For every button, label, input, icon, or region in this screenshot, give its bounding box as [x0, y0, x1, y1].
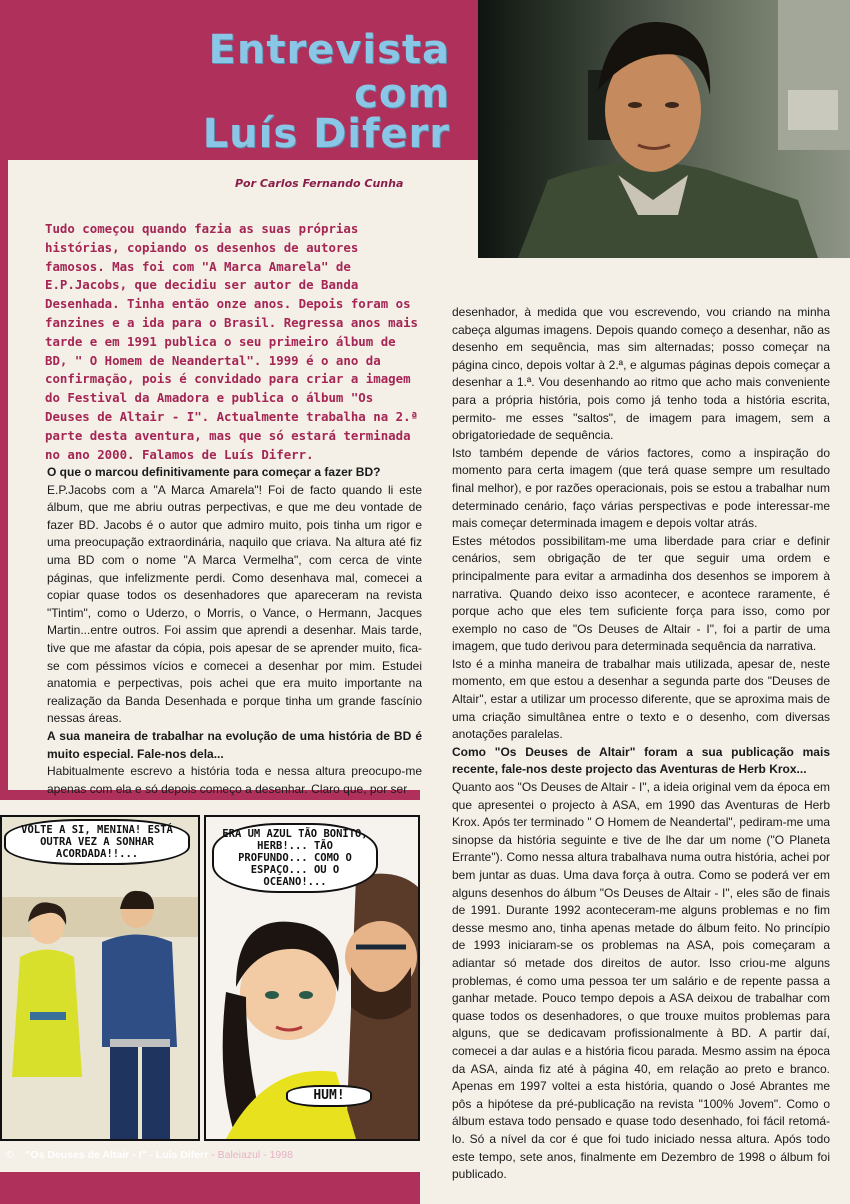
- question-3: Como "Os Deuses de Altair" foram a sua publicação mais recente, fale-nos deste projecto das Aventuras de Herb Krox...: [452, 744, 830, 777]
- question-1: O que o marcou definitivamente para começar a fazer BD?: [47, 465, 381, 479]
- comic-panel-1: [0, 815, 200, 1141]
- comic-caption: [6, 1149, 406, 1161]
- title-line-2: com: [354, 71, 450, 117]
- answer-1: E.P.Jacobs com a "A Marca Amarela"! Foi de facto quando li este álbum, que me abriu outras perpectivas, e que me deu vontade de fazer BD. Jacobs é o autor que admiro muito, pois tinha um rigor e uma preocupação extraordinária, naquilo que criava. Na altura até fiz uma BD com o nome "A Marca Vermelha", com cerca de vinte páginas, que infelizmente perdi. Como desenhava mal, comecei a copiar quase todos os desenhadores que apareceram na revista "Tintim", como o Uderzo, o Morris, o Vance, o Hermann, Jacques Martin...entre outros. Foi assim que aprendi a desenhar. Mais tarde, tive que me afastar da cópia, pois apesar de se aprender muito, fica-se com péssimos vícios e comecei a desenhar por mim. Estudei anatomia e perpectivas, pois achei que era muito importante na realização da Banda Desenhada e porque tinha um grande fascínio nessas áreas.: [47, 482, 422, 726]
- title-line-1: Entrevista: [208, 27, 450, 73]
- answer-2-start: Habitualmente escrevo a história toda e nessa altura preocupo-me apenas com ela e só depois começo a desenhar. Claro que, por ser: [47, 764, 422, 796]
- comic-panel-2: [204, 815, 420, 1141]
- answer-2-continued: desenhador, à medida que vou escrevendo, vou criando na minha cabeça algumas imagens. Depois quando começo a desenhar, não as desenho em sequência, mas sim alternadas; posso começar na página cinco, depois voltar à 2.ª, e algumas páginas depois começar a desenhar a 1.ª. Vou desenhando ao ritmo que acho mais conveniente para a própria história, pois como já tenho toda a história escrita, permito- me esses "saltos", de imagem para imagem, sem a obrigatoriedade de sequência.: [452, 305, 830, 443]
- paragraph-methods: Estes métodos possibilitam-me uma liberdade para criar e definir cenários, sem obrigação de ter que seguir uma ordem e principalmente para evitar a armadinha dos desenhos se imporem à narrativa. Quando deixo isso acontecer, e acontece raramente, é porque acho que eles tem suficiente força para isso, como por exemplo no caso de "Os Deuses de Altair - I", foi a partir de uma imagem, que tudo derivou para determinada sequência da narrativa.: [452, 533, 830, 654]
- magenta-caption-band: [0, 1172, 420, 1204]
- byline: Por Carlos Fernando Cunha: [235, 177, 404, 190]
- right-text-column: [452, 304, 830, 1184]
- title-line-3: Luís Diferr: [202, 111, 450, 157]
- speech-bubble-2: ERA UM AZUL TÃO BONITO, HERB!... TÃO PROFUNDO... COMO O ESPAÇO... OU O OCEANO!...: [212, 823, 378, 893]
- speech-bubble-1: VOLTE A SI, MENINA! ESTÁ OUTRA VEZ A SONHAR ACORDADA!!...: [4, 819, 190, 865]
- caption-publisher: - Baleiazul - 1998: [211, 1149, 293, 1161]
- caption-title: "Os Deuses de Altair - I" - Luís Diferr: [25, 1149, 209, 1161]
- paragraph-factors: Isto também depende de vários factores, como a inspiração do momento para certa imagem (que terá quase sempre um resultado final melhor), e por razões operacionais, pois se estou a trabalhar num determinado cenário, faço várias perspectivas e pode interessar-me mais começar determinada imagem e depois voltar atrás.: [452, 445, 830, 531]
- author-portrait-photo: [478, 0, 850, 258]
- paragraph-process: Isto é a minha maneira de trabalhar mais utilizada, apesar de, neste momento, em que estou a desenhar a segunda parte dos "Deuses de Altair", estar a utilizar um processo diferente, que se aproxima mais de uma criação simultânea entre o texto e o desenho, com diversas anotações paralelas.: [452, 656, 830, 742]
- intro-paragraph: Tudo começou quando fazia as suas próprias histórias, copiando os desenhos de autores famosos. Mas foi com "A Marca Amarela" de E.P.Jacobs, que decidiu ser autor de Banda Desenhada. Tinha então onze anos. Depois foram os fanzines e a ida para o Brasil. Regressa anos mais tarde e em 1991 publica o seu primeiro álbum de BD, " O Homem de Neandertal". 1999 é o ano da confirmação, pois é convidado para criar a imagem do Festival da Amadora e publica o álbum "Os Deuses de Altair - I". Actualmente trabalha na 2.ª parte desta aventura, mas que só estará terminada no ano 2000. Falamos de Luís Diferr.: [45, 221, 418, 462]
- question-2: A sua maneira de trabalhar na evolução de uma história de BD é muito especial. Fale-nos dela...: [47, 728, 422, 761]
- speech-bubble-3: HUM!: [286, 1085, 372, 1107]
- left-text-column: [47, 464, 422, 798]
- copyright-symbol: ©: [6, 1149, 14, 1161]
- answer-3: Quanto aos "Os Deuses de Altair - I", a ideia original vem da época em que apresentei o projecto à ASA, em 1990 das Aventuras de Herb Krox. Após ter terminado " O Homem de Neandertal", pediram-me uma sinopse da história seguinte e tive de lhe dar um nome ("O Planeta Errante"). Como nessa altura trabalhava numa outra história, achei por bem juntar as duas. Uma dava força à outra. Como se poderá ver em alguns desenhos do álbum "Os Deuses de Altair - I", eles são de finais de 1991. Durante 1992 aconteceram-me alguns problemas e no fim desse mesmo ano, tinha apenas metade do álbum feito. No princípio de 1993 iniciaram-se os problemas na ASA, pois começaram a adiantar só metade dos direitos de autor. Isso criou-me alguns problemas, é como uma pessoa ter um salário e de repente passa a ganhar metade. Pouco tempo depois a ASA deixou de trabalhar com quase todos os desenhadores, o que trouxe muitos problemas para alguns, que se dedicavam profissionalmente à BD. A partir daí, comecei a dar aulas e a história ficou parada. Mesmo assim na época da ASA, ainda fiz até à página 40, em relação ao preto e branco. Apenas em 1997 voltei a esta história, quando o José Abrantes me pôs a hipótese da pré-publicação na revista "100% Jovem". Como o álbum estava todo pensado e quase todo desenhado, foi fácil retomá-lo. Só a nível da cor é que foi tudo iniciado nessa altura. Após todo este tempo, sete anos, finalmente em Dezembro de 1998 o álbum foi publicado.: [452, 780, 831, 1182]
